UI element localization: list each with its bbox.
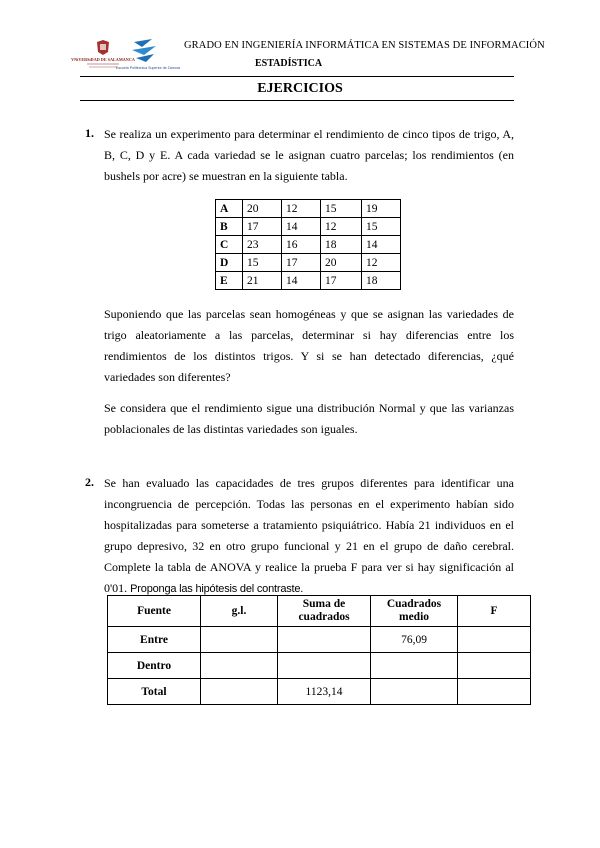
wheat-yield-cell: 14 — [282, 218, 321, 236]
wheat-yield-cell: 16 — [282, 236, 321, 254]
wheat-row — [216, 218, 401, 236]
anova-cell-gl — [201, 653, 278, 679]
exercise-1-number: 1. — [85, 126, 94, 140]
logo-usal-text: VNiVERSiDAD DE SALAMANCA — [71, 57, 135, 62]
wheat-yield-cell: 14 — [282, 272, 321, 290]
wheat-yield-cell: 18 — [362, 272, 401, 290]
wheat-yield-cell: 20 — [243, 200, 282, 218]
wheat-yield-cell: 21 — [243, 272, 282, 290]
header-rule-top — [80, 76, 514, 77]
anova-row — [108, 627, 531, 653]
anova-header: Cuadrados medio — [371, 596, 458, 627]
program-name: GRADO EN INGENIERÍA INFORMÁTICA EN SISTEMAS DE INFORMACIÓN — [184, 40, 545, 51]
exercise-2-significance: 0'01. — [104, 581, 128, 595]
anova-cell-ss — [278, 627, 371, 653]
wheat-yield-cell: 12 — [321, 218, 362, 236]
exercise-1-intro: Se realiza un experimento para determinar el rendimiento de cinco tipos de trigo, A, B, C, D y E. A cada variedad se le asignan cuatro parcelas; los rendimientos (en bushels por acre) se muestran en la siguiente tabla. — [104, 127, 514, 183]
wheat-variety-label: A — [216, 200, 243, 218]
exercise-1-assumptions: Se considera que el rendimiento sigue una distribución Normal y que las varianzas poblacionales de las distintas variedades son iguales. — [104, 401, 514, 436]
wheat-yield-cell: 12 — [362, 254, 401, 272]
wheat-yield-cell: 19 — [362, 200, 401, 218]
exercise-2-number: 2. — [85, 475, 94, 489]
anova-cell-ss — [278, 653, 371, 679]
wheat-variety-label: D — [216, 254, 243, 272]
exercise-1-question: Suponiendo que las parcelas sean homogéneas y que se asignan las variedades de trigo aleatoriamente a las parcelas, determinar si hay diferencias entre los rendimientos de los distintos trigos. Y si se han detectado diferencias, ¿qué variedades son diferentes? — [104, 307, 514, 384]
anova-header: g.l. — [201, 596, 278, 627]
wheat-row — [216, 200, 401, 218]
anova-cell-f — [458, 679, 531, 705]
wheat-yield-cell: 18 — [321, 236, 362, 254]
anova-row — [108, 653, 531, 679]
wheat-yield-cell: 17 — [282, 254, 321, 272]
subject-name: ESTADÍSTICA — [255, 58, 323, 69]
wheat-row — [216, 272, 401, 290]
anova-cell-source: Entre — [108, 627, 201, 653]
wheat-yield-cell: 17 — [243, 218, 282, 236]
wheat-yield-cell: 15 — [243, 254, 282, 272]
wheat-variety-label: B — [216, 218, 243, 236]
exercise-2-text — [104, 473, 514, 600]
wheat-yield-cell: 12 — [282, 200, 321, 218]
anova-cell-ms — [371, 679, 458, 705]
anova-cell-source: Total — [108, 679, 201, 705]
wheat-yield-cell: 23 — [243, 236, 282, 254]
anova-cell-f — [458, 627, 531, 653]
anova-table — [107, 595, 531, 705]
anova-row — [108, 679, 531, 705]
wheat-yield-cell: 14 — [362, 236, 401, 254]
header-rule-bottom — [80, 100, 514, 101]
wheat-yield-cell: 17 — [321, 272, 362, 290]
anova-header: F — [458, 596, 531, 627]
exercise-2-body: Se han evaluado las capacidades de tres grupos diferentes para identificar una incongruencia de percepción. Todas las personas en el experimento habían sido hospitalizadas para someterse a tratamiento psiquiátrico. Había 21 individuos en el grupo depresivo, 32 en otro grupo funcional y 21 en el grupo de daño cerebral. Complete la tabla de ANOVA y realice la prueba F para ver si hay significación al — [104, 476, 514, 574]
anova-cell-source: Dentro — [108, 653, 201, 679]
anova-cell-ss: 1123,14 — [278, 679, 371, 705]
wheat-row — [216, 236, 401, 254]
anova-cell-gl — [201, 627, 278, 653]
logo-eps-text: Escuela Politécnica Superior de Zamora — [115, 66, 181, 70]
wheat-yield-cell: 20 — [321, 254, 362, 272]
wheat-variety-label: C — [216, 236, 243, 254]
wheat-yield-cell: 15 — [362, 218, 401, 236]
anova-cell-f — [458, 653, 531, 679]
wheat-variety-label: E — [216, 272, 243, 290]
wheat-row — [216, 254, 401, 272]
anova-cell-ms: 76,09 — [371, 627, 458, 653]
anova-header: Fuente — [108, 596, 201, 627]
wheat-yield-table — [215, 199, 401, 290]
wheat-yield-cell: 15 — [321, 200, 362, 218]
anova-header: Suma de cuadrados — [278, 596, 371, 627]
exercise-2-hypothesis: Proponga las hipótesis del contraste. — [130, 583, 304, 595]
page-title: EJERCICIOS — [257, 81, 343, 96]
anova-cell-gl — [201, 679, 278, 705]
escuela-politecnica-logo — [115, 36, 181, 76]
anova-cell-ms — [371, 653, 458, 679]
